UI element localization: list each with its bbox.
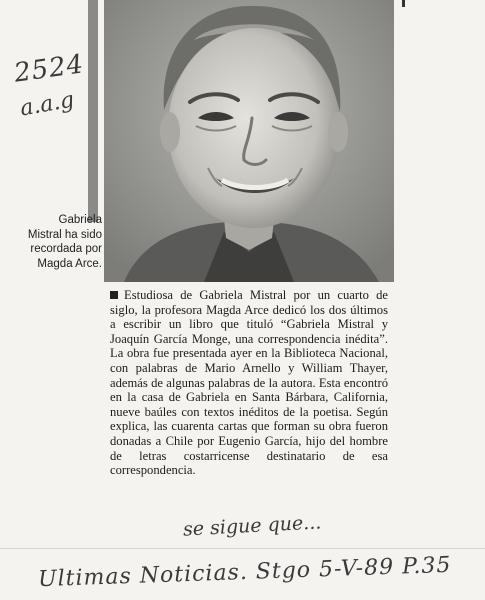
photo-border-strip: [88, 0, 98, 222]
caption-line: Gabriela: [58, 214, 102, 226]
caption-line: Mistral ha sido: [27, 228, 102, 241]
article-text: [110, 288, 388, 478]
handwritten-catalog-sub: a.a.g: [18, 87, 77, 122]
caption-line: recordada por: [30, 243, 102, 255]
portrait-photo: [104, 0, 394, 282]
margin-mark: [402, 0, 405, 7]
divider: [0, 548, 485, 549]
bullet-icon: [110, 291, 118, 299]
photo-caption: [6, 213, 102, 271]
article-body: Estudiosa de Gabriela Mistral por un cuarto de siglo, la profesora Magda Arce dedicó los dos últimos a escribir un libro que tituló “Gabriela Mistral y Joaquín García Monge, una correspondencia inédita”. La obra fue presentada ayer en la Biblioteca Nacional, con palabras de Mario Arnello y William Thayer, además de algunas palabras de la autora. Esta encontró en la casa de Gabriela en Santa Bárbara, California, nueve baúles con textos inéditos de la poetisa. Según explica, las cuarenta cartas que forman su obra fueron donadas a Chile por Eugenio García, hijo del hombre de letras costarricense destinatario de esa correspondencia.: [110, 288, 388, 478]
handwritten-catalog-number: 2524: [12, 49, 86, 89]
article-paragraph: [110, 288, 388, 478]
handwritten-source: Ultimas Noticias. Stgo 5-V-89 P.35: [37, 552, 452, 593]
handwritten-note: se sigue que...: [182, 511, 322, 541]
portrait-illustration: [104, 0, 394, 282]
caption-line: Magda Arce.: [37, 257, 102, 270]
